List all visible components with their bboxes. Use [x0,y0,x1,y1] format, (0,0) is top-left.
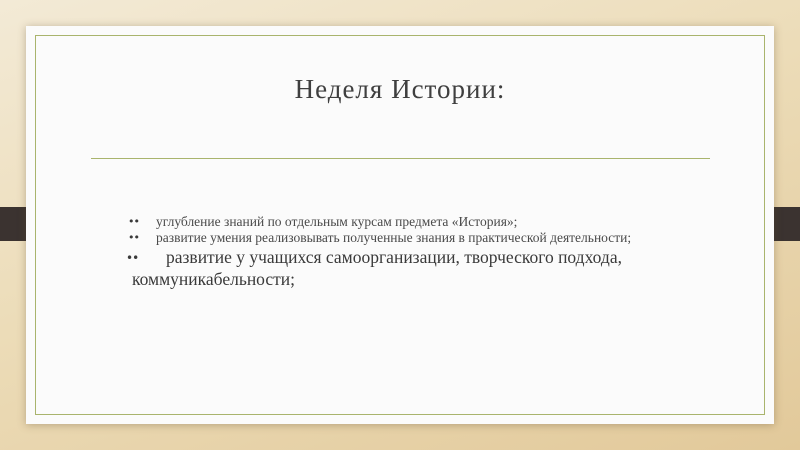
bullet-item [126,246,726,290]
bullet-text: углубление знаний по отдельным курсам предмета «История»; [156,214,518,229]
slide-title: Неделя Истории: [294,74,506,104]
bullet-marker-icon: •• [128,231,139,244]
bullet-text: развитие у учащихся самоорганизации, творческого подхода, коммуникабельности; [132,247,622,289]
bullet-text: развитие умения реализовывать полученные знания в практической деятельности; [156,230,632,245]
slide-card [26,26,774,424]
bullet-marker-icon: •• [126,251,139,265]
bullet-marker-icon: •• [128,215,139,228]
bullet-list [26,26,774,424]
